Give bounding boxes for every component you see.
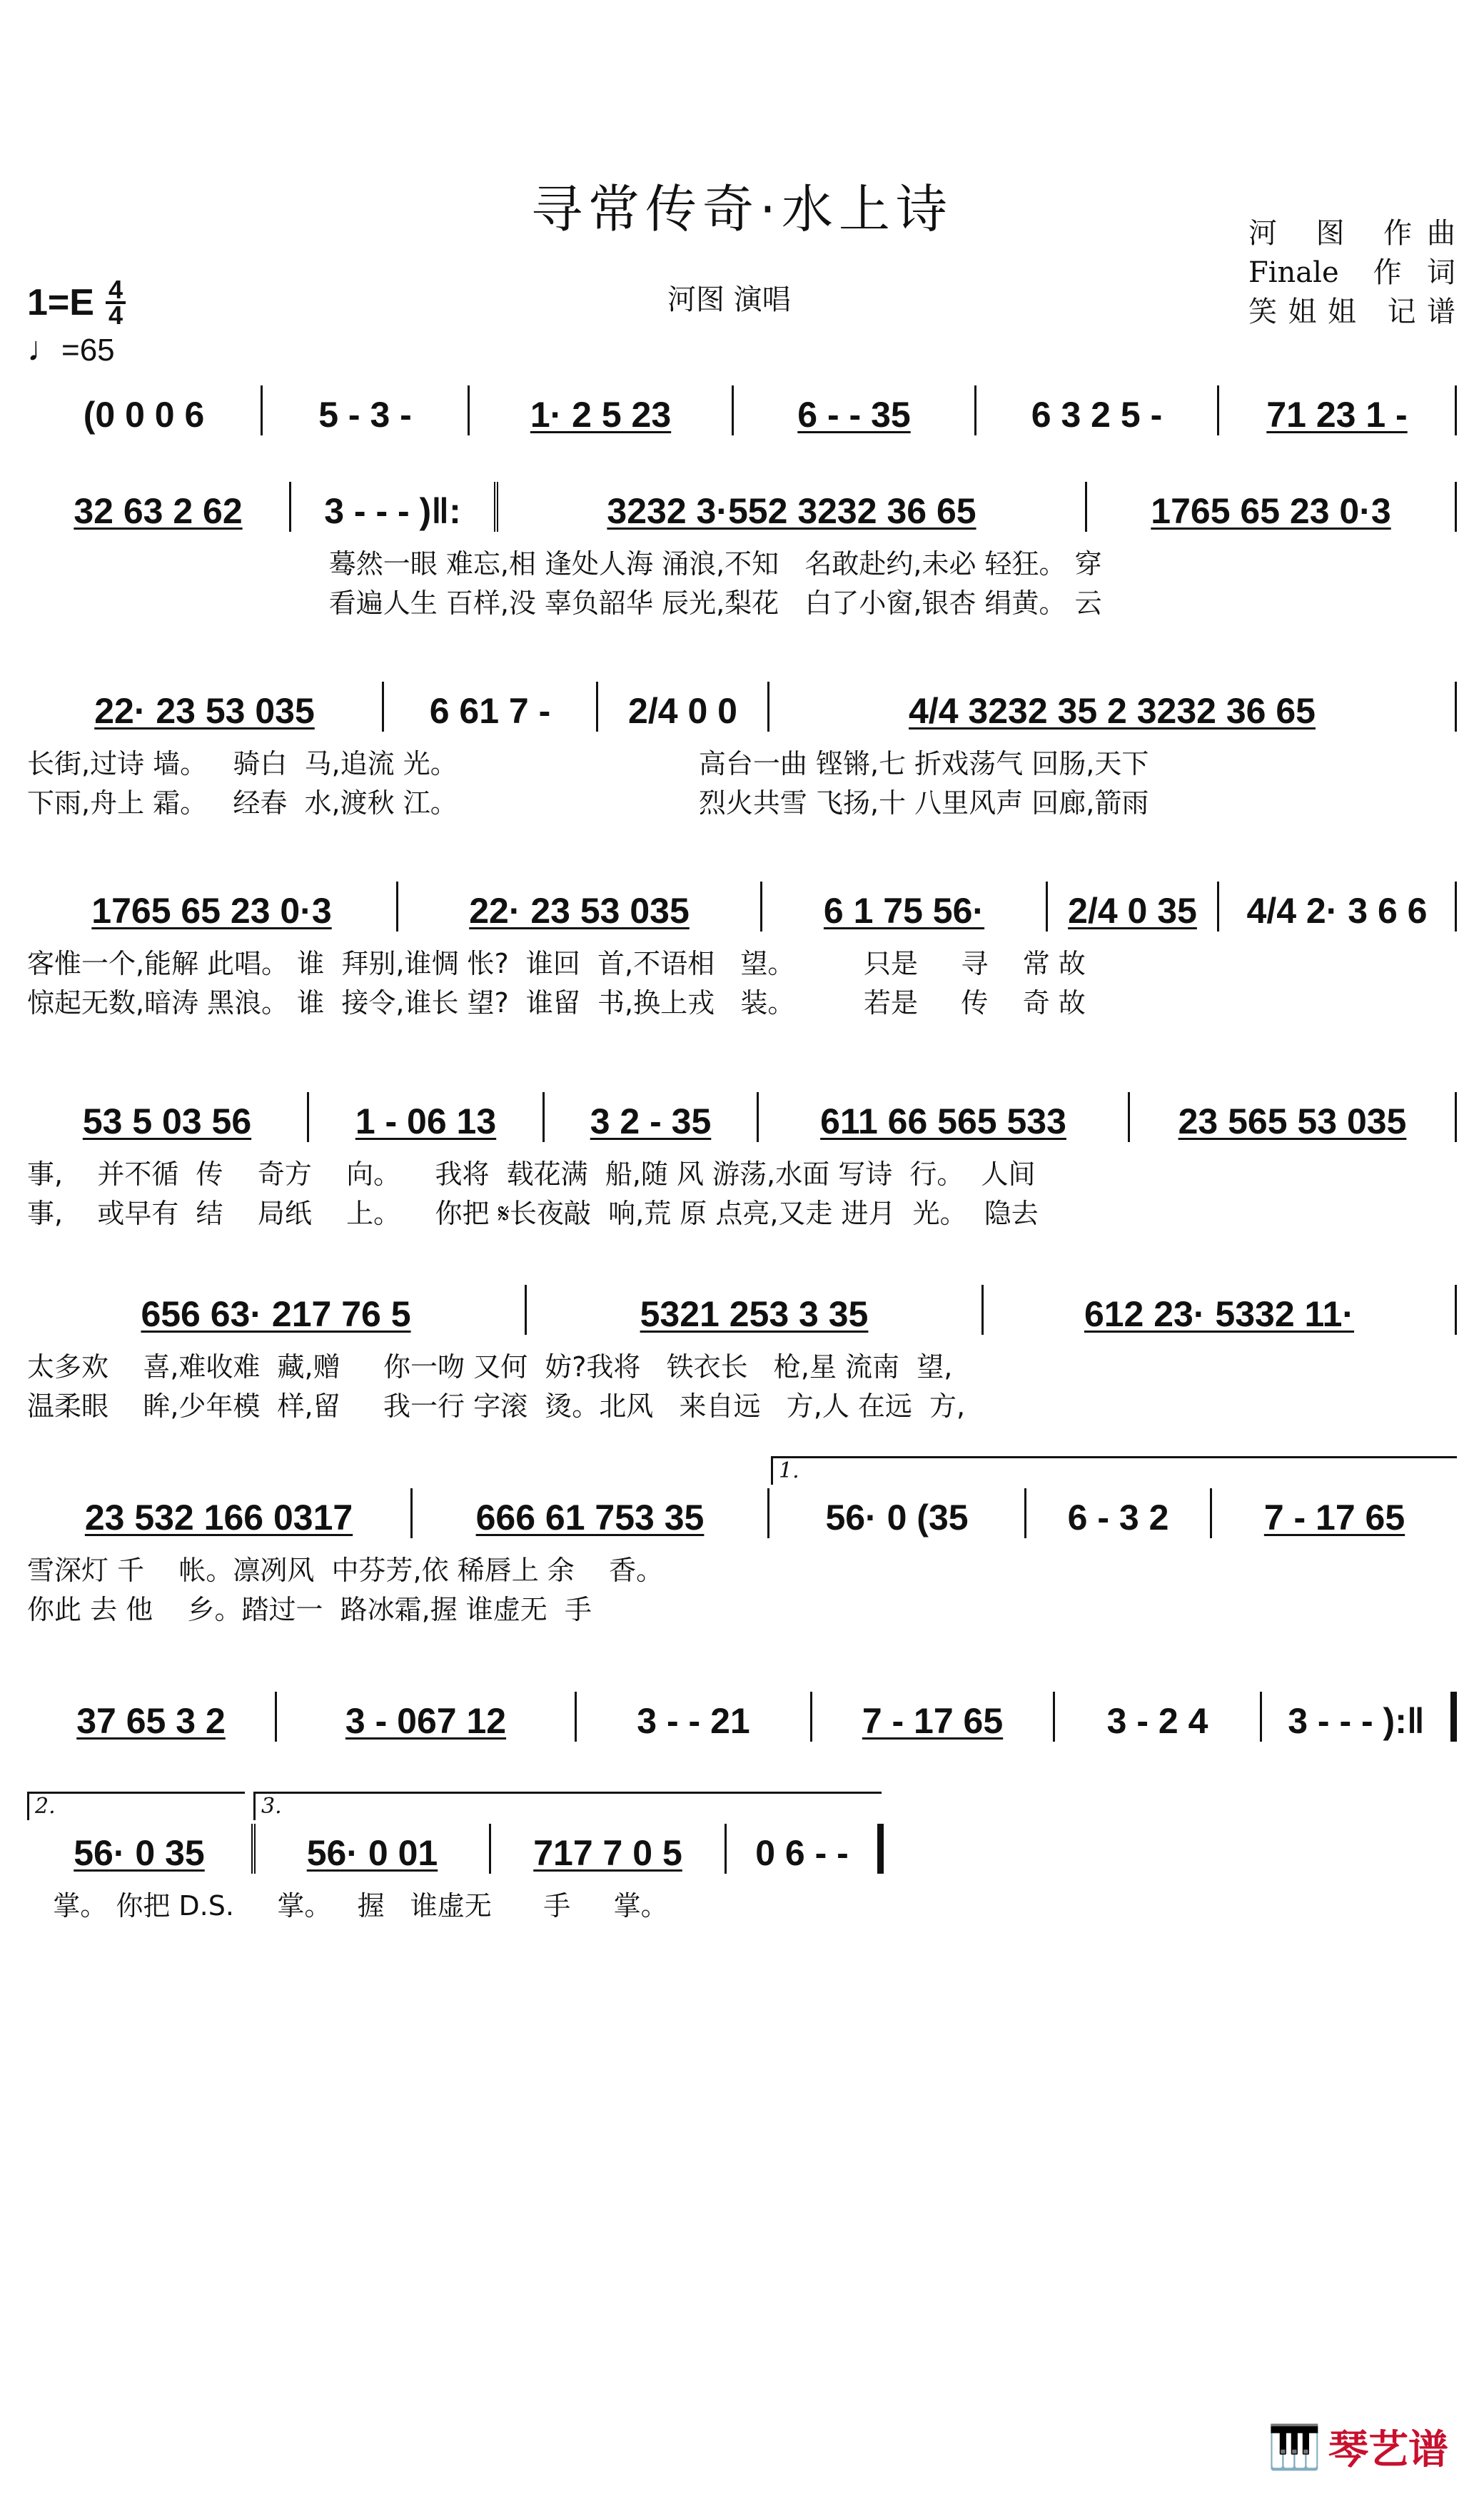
staff-system-2	[27, 482, 1457, 623]
logo-text: 琴艺谱	[1328, 2427, 1448, 2473]
notes: 7 - 17 65	[1263, 1498, 1405, 1538]
credits	[1248, 214, 1455, 332]
notes: 3 - - - ):‖	[1288, 1701, 1425, 1741]
measure	[1130, 1092, 1457, 1142]
measure	[256, 1824, 491, 1874]
measure	[27, 682, 384, 732]
lyrics-verse-1: 事, 并不循 传 奇方 向。 我将 载花满 船,随 风 游荡,水面 写诗 行。 人间	[27, 1158, 1036, 1190]
notes: 6 1 75 56·	[823, 891, 985, 931]
lyrics-verse-2: 你此 去 他 乡。踏过一 路冰霜,握 谁虚无 手	[27, 1594, 592, 1625]
notes: 6 3 2 5 -	[1031, 395, 1163, 435]
measure	[27, 1092, 309, 1142]
tempo-value: =65	[61, 333, 115, 368]
tempo-marking	[27, 330, 115, 369]
measure	[470, 385, 734, 435]
notes: 23 565 53 035	[1178, 1101, 1407, 1141]
notes: 0 6 - -	[755, 1833, 849, 1873]
song-title: 寻常传奇·水上诗	[531, 179, 953, 239]
volta-2: 2.	[27, 1792, 245, 1820]
site-logo	[1268, 2418, 1448, 2475]
lyrics-verse-2: 惊起无数,暗涛 黑浪。 谁 接令,谁长 望? 谁留 书,换上戎 装。 若是 传 奇 故	[27, 987, 1086, 1019]
notes: 56· 0 01	[306, 1833, 438, 1873]
measure	[27, 1285, 527, 1335]
measure	[398, 882, 762, 932]
notes: 1· 2 5 23	[530, 395, 672, 435]
notes: 1765 65 23 0·3	[91, 891, 332, 931]
staff-system-5	[27, 1092, 1457, 1233]
notes: 1765 65 23 0·3	[1151, 491, 1391, 531]
measure	[1219, 882, 1457, 932]
measure	[1262, 1692, 1457, 1742]
notes: 71 23 1 -	[1266, 395, 1408, 435]
measure	[545, 1092, 759, 1142]
notes: 611 66 565 533	[820, 1101, 1066, 1141]
measure	[263, 385, 470, 435]
measure	[491, 1824, 727, 1874]
lyrics-verse-1: 太多欢 喜,难收难 藏,赠 你一吻 又何 妨?我将 铁衣长 枪,星 流南 望,	[27, 1351, 953, 1383]
notes: (0 0 0 6	[83, 395, 205, 435]
notes: 2/4 0 35	[1068, 891, 1197, 931]
notes: 3 - - - )‖:	[324, 491, 461, 531]
measure	[769, 682, 1457, 732]
measure	[309, 1092, 545, 1142]
piano-logo-icon: 🎹	[1268, 2422, 1321, 2473]
staff-system-4	[27, 882, 1457, 1023]
measure	[27, 1824, 256, 1874]
measure	[1055, 1692, 1262, 1742]
lyrics-verse-1: 长街,过诗 墙。 骑白 马,追流 光。 高台一曲 铿锵,七 折戏荡气 回肠,天下	[27, 748, 1149, 779]
notes: 612 23· 5332 11·	[1084, 1294, 1355, 1334]
quarter-note-icon: ♩	[27, 330, 61, 368]
measure	[27, 1488, 413, 1538]
meter-top: 4	[106, 278, 126, 304]
measure	[27, 1692, 277, 1742]
key-signature	[27, 275, 126, 330]
staff-system-3	[27, 682, 1457, 823]
measure	[384, 682, 598, 732]
measure	[759, 1092, 1130, 1142]
lyrics-verse-2: 下雨,舟上 霜。 经春 水,渡秋 江。 烈火共雪 飞扬,十 八里风声 回廊,箭雨	[27, 787, 1149, 819]
measure	[976, 385, 1219, 435]
notes: 717 7 0 5	[533, 1833, 682, 1873]
notes: 7 - 17 65	[862, 1701, 1004, 1741]
meter-bottom: 4	[108, 301, 123, 330]
measure	[27, 385, 263, 435]
staff-system-9	[27, 1824, 884, 1926]
measure	[527, 1285, 984, 1335]
notes: 56· 0 (35	[825, 1498, 969, 1538]
measure	[598, 682, 769, 732]
measure	[577, 1692, 812, 1742]
measure	[762, 882, 1048, 932]
notes: 22· 23 53 035	[94, 691, 315, 731]
measure	[1048, 882, 1219, 932]
measure	[1212, 1488, 1457, 1538]
notes: 1 - 06 13	[355, 1101, 497, 1141]
lyricist-credit: Finale 作词	[1248, 256, 1455, 289]
lyrics-verse-2: 看遍人生 百样,没 辜负韶华 辰光,梨花 白了小窗,银杏 绢黄。 云	[27, 587, 1102, 619]
notes: 6 61 7 -	[429, 691, 551, 731]
measure	[291, 482, 498, 532]
notes: 5321 253 3 35	[640, 1294, 869, 1334]
transcriber-credit: 笑姐姐 记谱	[1248, 296, 1455, 328]
notes: 32 63 2 62	[74, 491, 243, 531]
measure	[1087, 482, 1457, 532]
notes: 6 - - 35	[797, 395, 911, 435]
volta-1: 1.	[771, 1456, 1457, 1485]
measure	[277, 1692, 577, 1742]
notes: 4/4 3232 35 2 3232 36 65	[909, 691, 1316, 731]
notes: 3 - 067 12	[345, 1701, 507, 1741]
lyrics-verse-2: 温柔眼 眸,少年模 样,留 我一行 字滚 烫。北风 来自远 方,人 在远 方,	[27, 1390, 966, 1422]
lyrics-verse-1: 雪深灯 千 帐。凛冽风 中芬芳,依 稀唇上 余 香。	[27, 1555, 664, 1586]
lyrics-verse-1: 掌。 你把 D.S. 掌。 握 谁虚无 手 掌。	[27, 1890, 668, 1922]
lyrics-verse-2: 事, 或早有 结 局纸 上。 你把 𝄋长夜敲 响,荒 原 点亮,又走 进月 光。 隐去	[27, 1198, 1039, 1229]
singer-credit: 河图 演唱	[667, 283, 791, 316]
measure	[734, 385, 976, 435]
measure	[812, 1692, 1055, 1742]
notes: 3232 3·552 3232 36 65	[607, 491, 976, 531]
notes: 3 - - 21	[637, 1701, 750, 1741]
measure	[1219, 385, 1457, 435]
notes: 3 - 2 4	[1106, 1701, 1208, 1741]
notes: 2/4 0 0	[628, 691, 737, 731]
measure	[769, 1488, 1026, 1538]
time-signature	[106, 275, 126, 330]
notes: 3 2 - 35	[590, 1101, 712, 1141]
lyrics-verse-1: 蓦然一眼 难忘,相 逢处人海 涌浪,不知 名敢赴约,未必 轻狂。 穿	[27, 548, 1102, 580]
notes: 4/4 2· 3 6 6	[1246, 891, 1428, 931]
notes: 656 63· 217 76 5	[141, 1294, 411, 1334]
staff-system-1	[27, 385, 1457, 435]
notes: 5 - 3 -	[318, 395, 412, 435]
lyrics-verse-1: 客惟一个,能解 此唱。 谁 拜别,谁惆 怅? 谁回 首,不语相 望。 只是 寻 常 故	[27, 948, 1086, 979]
measure	[498, 482, 1087, 532]
measure	[727, 1824, 884, 1874]
measure	[984, 1285, 1457, 1335]
volta-3: 3.	[253, 1792, 882, 1820]
composer-credit: 河 图 作曲	[1248, 217, 1455, 250]
staff-system-7	[27, 1488, 1457, 1630]
measure	[1026, 1488, 1212, 1538]
notes: 37 65 3 2	[76, 1701, 226, 1741]
notes: 22· 23 53 035	[469, 891, 690, 931]
measure	[27, 482, 291, 532]
key-label: 1=E	[27, 282, 94, 323]
notes: 23 532 166 0317	[84, 1498, 353, 1538]
notes: 56· 0 35	[74, 1833, 205, 1873]
notes: 666 61 753 35	[475, 1498, 705, 1538]
staff-system-6	[27, 1285, 1457, 1426]
staff-system-8	[27, 1692, 1457, 1742]
measure	[413, 1488, 769, 1538]
notes: 6 - 3 2	[1067, 1498, 1169, 1538]
measure	[27, 882, 398, 932]
notes: 53 5 03 56	[82, 1101, 252, 1141]
